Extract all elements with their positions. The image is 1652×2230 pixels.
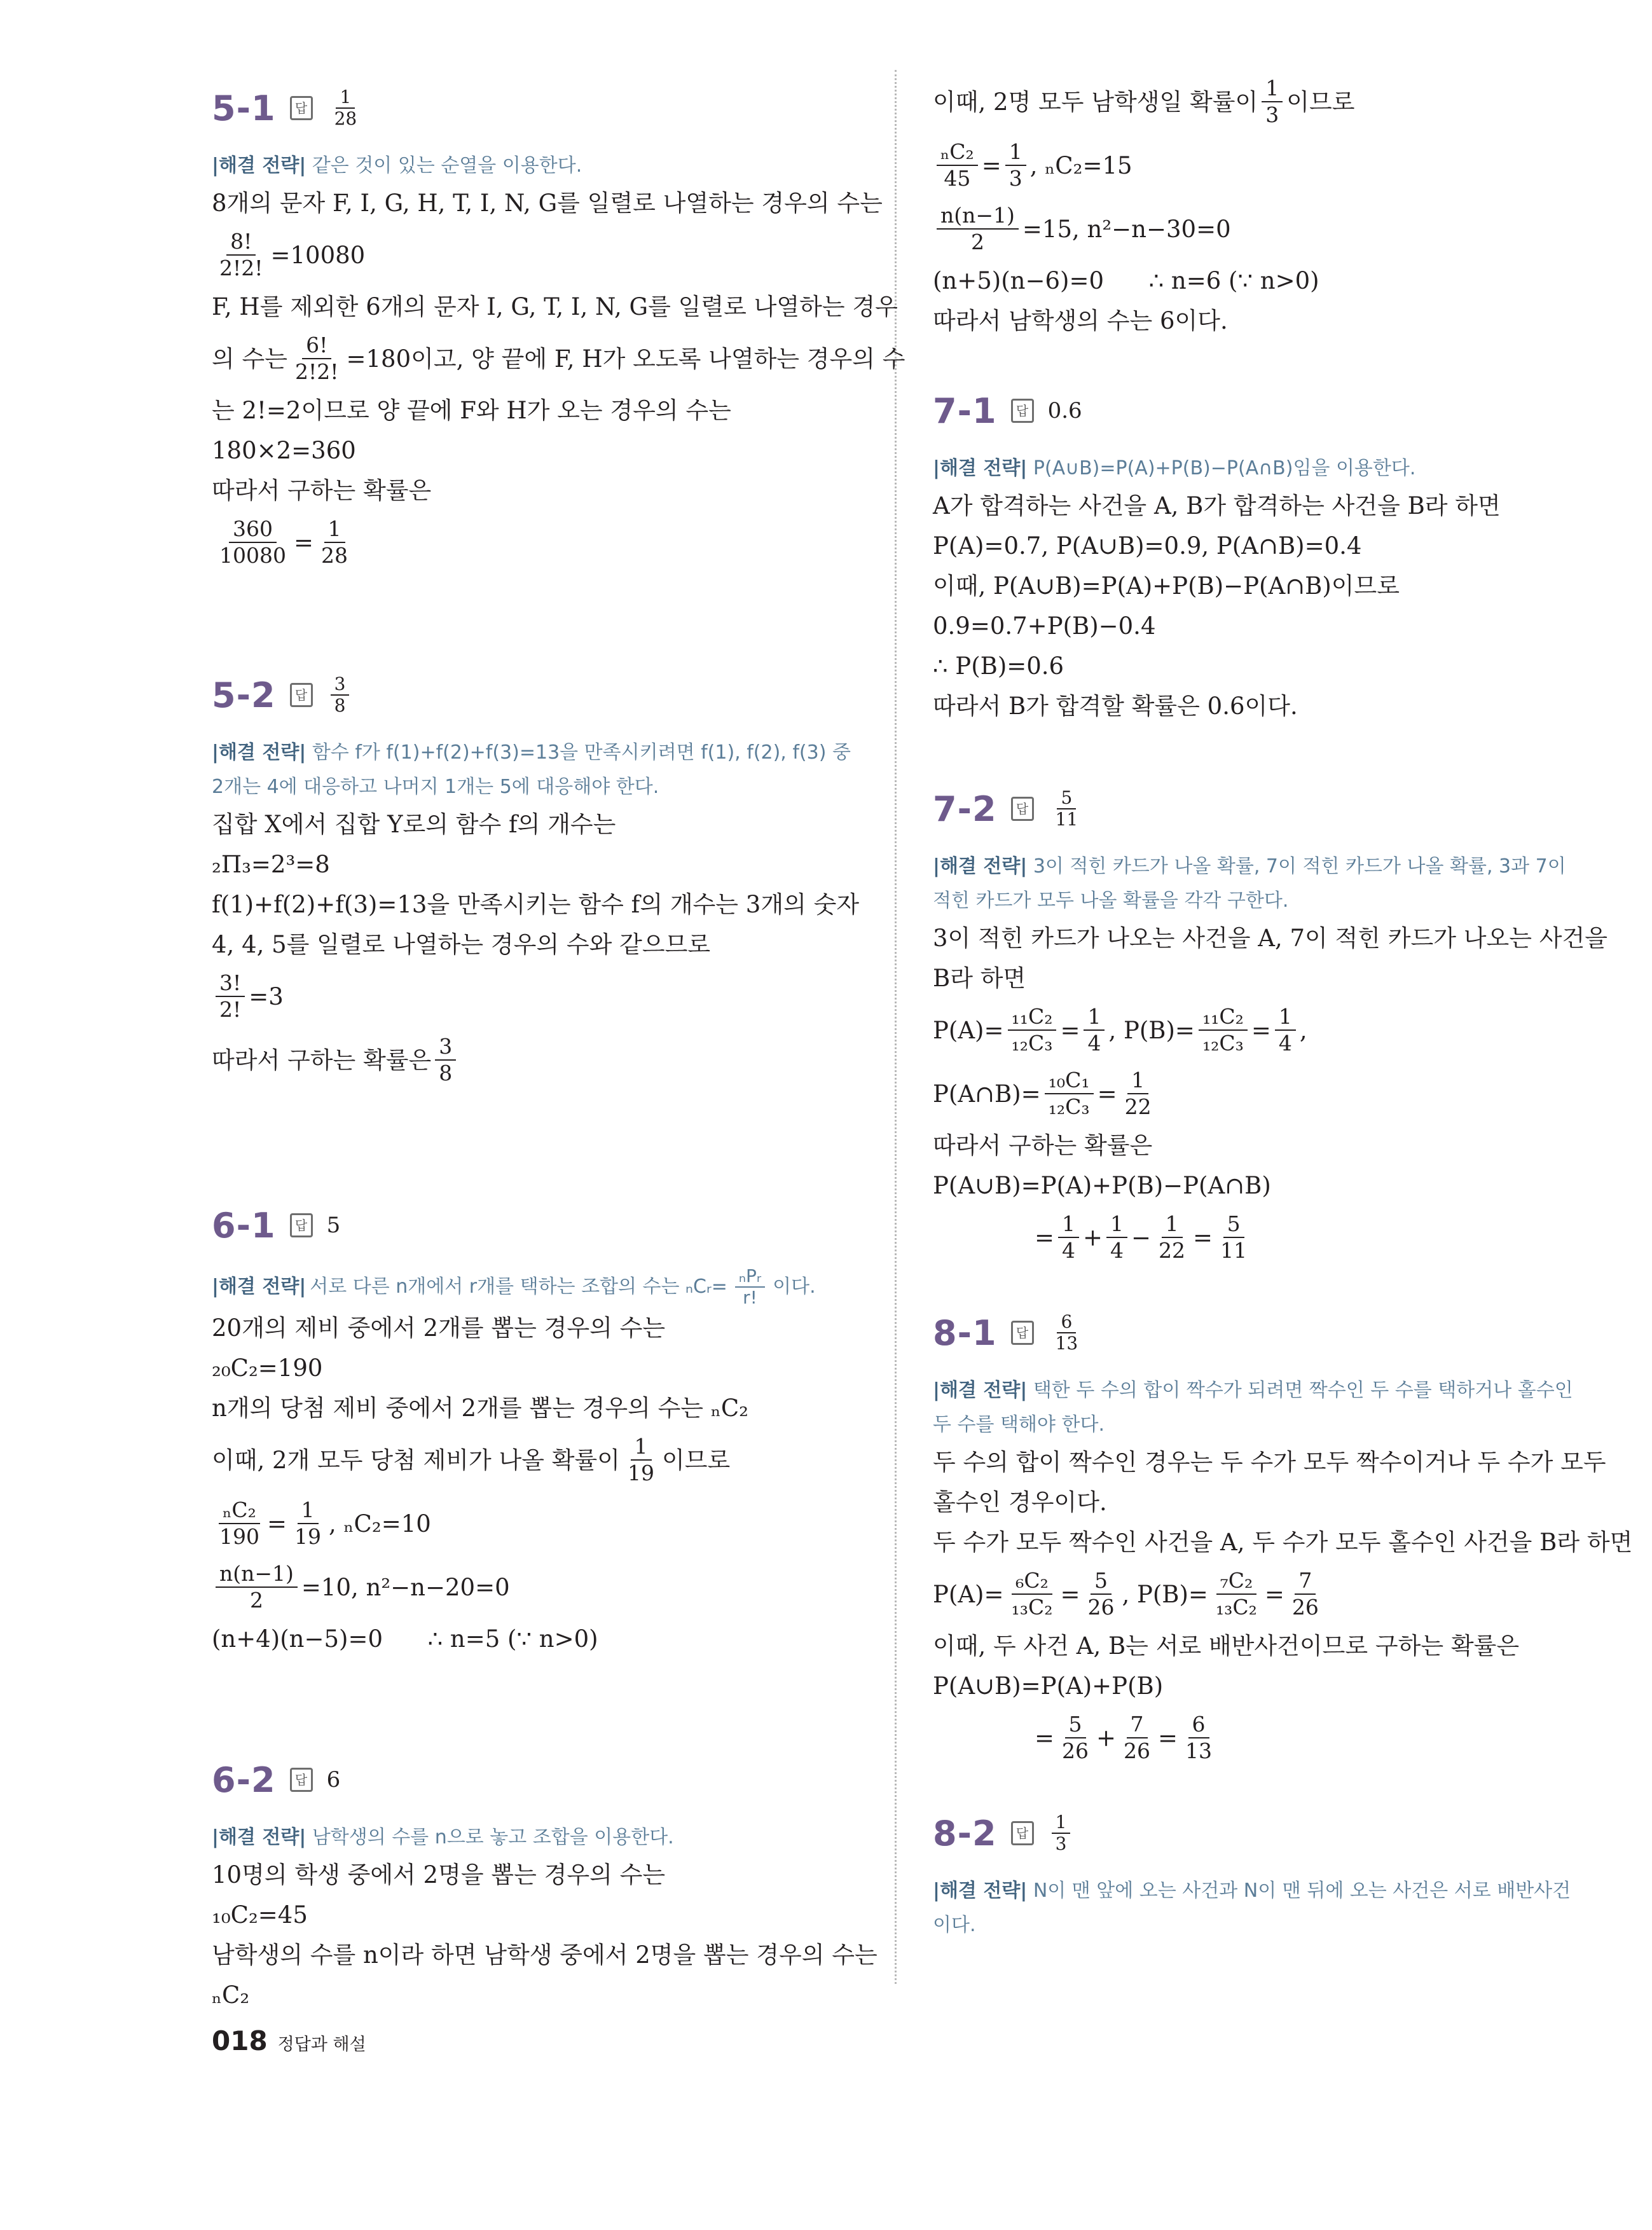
fraction [291,1497,325,1550]
fraction [1121,1068,1155,1120]
numerator: ₁₀C₁ [1045,1068,1094,1094]
denominator: 11 [1220,1238,1248,1263]
problem-header [933,771,1575,847]
denominator: ₁₂C₃ [1011,1031,1053,1056]
formula-text: P(A)= [933,1016,1004,1044]
solution-line: f(1)+f(2)+f(3)=13을 만족시키는 함수 f의 개수는 3개의 숫자 [212,891,860,918]
denominator: 2! [219,997,242,1022]
denominator: ₁₃C₂ [1011,1595,1053,1620]
denominator: 26 [1291,1595,1319,1620]
solution-line: A가 합격하는 사건을 A, B가 합격하는 사건을 B라 하면 [933,492,1501,520]
problem-number: 6-1 [212,1205,276,1246]
answer-mark-icon: 답 [290,1213,313,1237]
solution-line: P(A∪B)=P(A)+P(B) [933,1672,1164,1700]
solution-line: (n+4)(n−5)=0 ∴ n=5 (∵ n>0) [212,1625,598,1653]
formula-text: 이므로 [1286,88,1355,116]
denominator: 28 [321,543,348,568]
answer-value: 0.6 [1047,398,1082,423]
numerator: 3 [331,674,350,696]
numerator: 6 [1188,1712,1209,1738]
denominator: r! [743,1287,757,1308]
answer-value [1048,788,1086,830]
strategy-text: 서로 다른 n개에서 r개를 택하는 조합의 수는 ₙCᵣ= [310,1276,727,1298]
numerator: ₙC₂ [937,139,978,166]
solution-line: ∴ P(B)=0.6 [933,652,1064,680]
solution-line: ₁₀C₂=45 [212,1901,308,1929]
denominator: 2!2! [295,359,339,384]
fraction [1288,1568,1323,1620]
denominator: 2 [249,1588,263,1613]
solution-strategy [212,149,854,183]
solution-formula [933,197,1575,261]
fraction [216,229,267,281]
fraction [291,333,343,385]
problem-8-2 [933,1795,1575,1943]
solution-line: 4, 4, 5를 일렬로 나열하는 경우의 수와 같으므로 [212,931,711,958]
numerator: 6 [1057,1312,1076,1333]
formula-text: P(A∩B)= [933,1080,1041,1108]
problem-header [212,70,854,146]
denominator: 190 [219,1524,259,1549]
fraction [1084,1004,1105,1056]
equals-sign: = [293,528,313,556]
numerator: 1 [1005,139,1026,166]
solution-line: ₂Π₃=2³=8 [212,851,330,878]
answer-value: 6 [326,1767,341,1793]
fraction [1045,1068,1094,1120]
solution-line: 10명의 학생 중에서 2명을 뽑는 경우의 수는 [212,1861,666,1889]
answer-mark-icon: 답 [1011,1321,1034,1345]
numerator: 1 [336,87,355,109]
denominator: 2!2! [219,256,263,280]
formula-text: , [1299,1016,1307,1044]
solution-formula [212,511,854,574]
fraction [1155,1211,1189,1263]
numerator: 1 [631,1434,652,1461]
denominator: ₁₂C₃ [1048,1094,1090,1119]
answer-fraction [1052,1812,1071,1854]
equals-sign: = [1097,1080,1117,1108]
strategy-text: N이 맨 앞에 오는 사건과 N이 맨 뒤에 오는 사건은 서로 배반사건이다. [933,1880,1571,1936]
solution-line: ₙC₂ [212,1981,250,2009]
numerator: 1 [1084,1004,1105,1031]
fraction [937,203,1019,255]
strategy-text: P(A∪B)=P(A)+P(B)−P(A∩B)임을 이용한다. [1033,457,1416,479]
formula-text: 의 수는 [212,345,287,373]
fraction [1262,76,1283,128]
formula-text: 이므로 [662,1446,731,1474]
denominator: ₁₃C₂ [1215,1595,1257,1620]
answer-mark-icon: 답 [1011,399,1034,423]
formula-text: =10, n²−n−20=0 [301,1573,510,1601]
numerator: 7 [1295,1568,1316,1595]
solution-formula [212,1555,854,1619]
fraction [216,970,245,1022]
strategy-text: 3이 적힌 카드가 나올 확률, 7이 적힌 카드가 나올 확률, 3과 7이 적힌 카드가 모두 나올 확률을 각각 구한다. [933,855,1566,912]
numerator: ₆C₂ [1012,1568,1052,1595]
solution-formula [933,134,1575,197]
solution-formula [933,1706,1575,1770]
denominator: 11 [1055,809,1078,830]
fraction [317,516,352,568]
numerator: 8! [226,229,256,256]
denominator: 4 [1087,1031,1101,1056]
solution-line: 두 수가 모두 짝수인 사건을 A, 두 수가 모두 홀수인 사건을 B라 하면 [933,1529,1633,1556]
equals-sign: = [1035,1223,1055,1251]
numerator: n(n−1) [216,1561,298,1588]
minus-sign: − [1131,1223,1152,1251]
fraction [1106,1211,1127,1263]
solution-strategy [212,736,854,804]
strategy-tag: |해결 전략| [212,1826,306,1848]
numerator: 6! [302,333,331,359]
fraction [1181,1712,1216,1764]
answer-value [327,674,354,716]
solution-strategy [212,1820,854,1855]
strategy-text: 함수 f가 f(1)+f(2)+f(3)=13을 만족시키려면 f(1), f(2), f(3) 중 2개는 4에 대응하고 나머지 1개는 5에 대응해야 한다. [212,741,851,798]
fraction [1005,139,1026,191]
solution-strategy [933,850,1575,918]
solution-line: 홀수인 경우이다. [933,1489,1107,1516]
problem-7-1 [933,373,1575,726]
denominator: 4 [1062,1238,1076,1263]
numerator: ₁₁C₂ [1008,1004,1057,1031]
left-column [212,70,905,2015]
answer-value: 5 [326,1213,341,1238]
fraction [1058,1712,1092,1764]
solution-formula [212,1028,854,1092]
denominator: 26 [1124,1738,1151,1763]
formula-text: =15, n²−n−30=0 [1022,215,1231,243]
numerator: 5 [1223,1211,1244,1238]
answer-mark-icon: 답 [1011,797,1034,821]
numerator: 1 [1058,1211,1079,1238]
solution-line: F, H를 제외한 6개의 문자 I, G, T, I, N, G를 일렬로 나열하는 경우 [212,293,898,320]
fraction [216,1561,298,1613]
denominator: 4 [1110,1238,1124,1263]
equals-sign: = [1158,1724,1178,1752]
problem-number: 6-2 [212,1759,276,1800]
solution-line: 8개의 문자 F, I, G, H, T, I, N, G를 일렬로 나열하는 경우의 수는 [212,189,883,217]
solution-line: 180×2=360 [212,437,356,464]
problem-number: 5-1 [212,88,276,128]
equals-sign: = [1035,1724,1055,1752]
problem-6-2 [212,1742,878,2015]
problem-number: 5-2 [212,675,276,715]
strategy-text: 같은 것이 있는 순열을 이용한다. [312,155,582,177]
solution-line: 이때, P(A∪B)=P(A)+P(B)−P(A∩B)이므로 [933,572,1400,600]
problem-header [212,657,854,733]
solution-line: 따라서 B가 합격할 확률은 0.6이다. [933,692,1298,720]
problem-number: 7-2 [933,788,997,829]
formula-text: 이때, 2명 모두 남학생일 확률이 [933,88,1258,116]
numerator: n(n−1) [937,203,1019,230]
numerator: ₇C₂ [1216,1568,1257,1595]
fraction [216,516,290,568]
fraction [735,1266,765,1308]
answer-fraction [1052,1312,1082,1354]
equals-sign: = [1060,1580,1080,1608]
equals-sign: = [1060,1016,1080,1044]
numerator: 1 [324,516,345,543]
solution-line: 남학생의 수를 n이라 하면 남학생 중에서 2명을 뽑는 경우의 수는 [212,1941,878,1969]
solution-line: (n+5)(n−6)=0 ∴ n=6 (∵ n>0) [933,267,1319,294]
plus-sign: + [1083,1223,1103,1251]
numerator: ₁₁C₂ [1199,1004,1248,1031]
solution-strategy [933,1373,1575,1442]
denominator: 28 [334,108,357,129]
problem-7-2 [933,771,1607,1269]
answer-value [1048,1312,1086,1354]
fraction [937,139,978,191]
denominator: 10080 [219,543,286,568]
solution-line: 따라서 구하는 확률은 [933,1132,1153,1159]
footer-label: 정답과 해설 [277,2035,366,2054]
problem-number: 8-2 [933,1813,997,1854]
answer-mark-icon: 답 [290,96,313,120]
answer-mark-icon: 답 [290,1768,313,1792]
formula-text: , P(B)= [1108,1016,1195,1044]
numerator: 7 [1127,1712,1148,1738]
denominator: 19 [628,1461,654,1485]
fraction [1084,1568,1118,1620]
fraction [216,1497,263,1550]
formula-text: =10080 [270,241,366,269]
strategy-tag: |해결 전략| [212,741,306,764]
problem-header [212,1187,854,1263]
numerator: 1 [1127,1068,1148,1094]
numerator: 360 [229,516,277,543]
numerator: 5 [1091,1568,1112,1595]
answer-fraction [331,87,361,129]
problem-5-2 [212,657,860,1092]
page-number: 018 [212,2025,268,2056]
solution-line: 집합 X에서 집합 Y로의 함수 f의 개수는 [212,811,616,838]
solution-line: 0.9=0.7+P(B)−0.4 [933,612,1156,640]
solution-strategy [212,1266,854,1308]
numerator: ₙPᵣ [735,1266,765,1288]
solution-line: ₂₀C₂=190 [212,1354,323,1382]
solution-strategy [933,1874,1575,1943]
problem-6-1 [212,1187,854,1659]
denominator: 13 [1185,1738,1213,1763]
problem-number: 8-1 [933,1312,997,1353]
solution-formula [212,327,905,390]
formula-text: , ₙC₂=10 [329,1510,431,1538]
solution-formula [933,1062,1575,1125]
equals-sign: = [1264,1580,1284,1608]
solution-formula [933,70,1575,134]
equals-sign: = [267,1510,287,1538]
fraction [1199,1004,1248,1056]
denominator: 22 [1159,1238,1186,1263]
numerator: ₙC₂ [219,1497,260,1524]
solution-line: n개의 당첨 제비 중에서 2개를 뽑는 경우의 수는 ₙC₂ [212,1394,748,1422]
fraction [435,1034,456,1086]
equals-sign: = [1251,1016,1271,1044]
answer-value [327,87,365,129]
denominator: 22 [1124,1094,1152,1119]
solution-formula [212,1492,854,1555]
answer-fraction [1052,788,1082,830]
solution-line: 따라서 남학생의 수는 6이다. [933,307,1228,334]
solution-line: 는 2!=2이므로 양 끝에 F와 H가 오는 경우의 수는 [212,397,731,424]
strategy-tag: |해결 전략| [933,1379,1028,1401]
strategy-tag: |해결 전략| [933,855,1028,878]
formula-text: =3 [249,982,284,1010]
equals-sign: = [981,151,1002,179]
formula-text: , P(B)= [1122,1580,1208,1608]
formula-text: =180이고, 양 끝에 F, H가 오도록 나열하는 경우의 수 [346,345,905,373]
problem-number: 7-1 [933,390,997,431]
strategy-tag: |해결 전략| [212,155,306,177]
denominator: 3 [1055,1833,1067,1854]
fraction [1275,1004,1296,1056]
page-footer [212,2025,366,2056]
numerator: 1 [1275,1004,1296,1031]
denominator: 3 [1008,166,1022,191]
denominator: 26 [1087,1595,1115,1620]
answer-value [1048,1812,1075,1854]
plus-sign: + [1096,1724,1117,1752]
solution-formula [212,223,854,287]
solution-line: 따라서 구하는 확률은 [212,477,432,504]
numerator: 5 [1057,788,1076,809]
problem-header [933,373,1575,449]
numerator: 1 [1106,1211,1127,1238]
strategy-tag: |해결 전략| [212,1276,306,1298]
denominator: 13 [1055,1333,1078,1354]
denominator: 45 [944,166,971,191]
fraction [1008,1568,1057,1620]
equals-sign: = [1193,1223,1213,1251]
denominator: 8 [439,1061,453,1085]
fraction [1216,1211,1251,1263]
formula-text: P(A)= [933,1580,1004,1608]
strategy-text: 남학생의 수를 n으로 놓고 조합을 이용한다. [312,1826,674,1848]
answer-fraction [331,674,350,716]
fraction [1212,1568,1261,1620]
denominator: 26 [1062,1738,1089,1763]
denominator: 8 [334,695,346,716]
denominator: 2 [970,230,984,254]
solution-formula [933,1562,1575,1626]
problem-6-2-continued [933,70,1575,341]
fraction [1008,1004,1057,1056]
denominator: ₁₂C₃ [1202,1031,1244,1056]
strategy-text: 이다. [773,1276,816,1298]
denominator: 4 [1278,1031,1292,1056]
solution-formula [212,965,854,1028]
numerator: 1 [1052,1812,1071,1834]
right-column [933,70,1633,1943]
solution-line: B라 하면 [933,965,1026,992]
numerator: 1 [1162,1211,1183,1238]
numerator: 1 [298,1497,319,1524]
answer-mark-icon: 답 [1011,1821,1034,1845]
denominator: 3 [1265,102,1279,127]
fraction [1120,1712,1154,1764]
numerator: 3 [435,1034,456,1061]
solution-line: P(A∪B)=P(A)+P(B)−P(A∩B) [933,1172,1271,1199]
problem-header [212,1742,854,1818]
formula-text: 이때, 2개 모두 당첨 제비가 나올 확률이 [212,1446,620,1474]
problem-header [933,1295,1575,1371]
denominator: 19 [294,1524,322,1549]
problem-header [933,1795,1575,1871]
strategy-tag: |해결 전략| [933,1880,1028,1902]
formula-text: , ₙC₂=15 [1029,151,1132,179]
problem-8-1 [933,1295,1633,1770]
problem-5-1 [212,70,905,574]
fraction [1058,1211,1079,1263]
solution-line: P(A)=0.7, P(A∪B)=0.9, P(A∩B)=0.4 [933,532,1362,560]
solution-line: 3이 적힌 카드가 나오는 사건을 A, 7이 적힌 카드가 나오는 사건을 [933,925,1607,952]
solution-line: 20개의 제비 중에서 2개를 뽑는 경우의 수는 [212,1314,666,1342]
strategy-tag: |해결 전략| [933,457,1028,479]
formula-text: 따라서 구하는 확률은 [212,1046,432,1074]
solution-formula [212,1428,854,1492]
numerator: 3! [216,970,245,997]
solution-formula [933,998,1575,1062]
fraction [624,1434,658,1486]
answer-mark-icon: 답 [290,683,313,707]
solution-line: 두 수의 합이 짝수인 경우는 두 수가 모두 짝수이거나 두 수가 모두 [933,1449,1606,1476]
solution-strategy [933,451,1575,486]
solution-line: 이때, 두 사건 A, B는 서로 배반사건이므로 구하는 확률은 [933,1632,1520,1660]
numerator: 1 [1262,76,1283,102]
solution-formula [933,1206,1575,1269]
numerator: 5 [1065,1712,1086,1738]
strategy-text: 택한 두 수의 합이 짝수가 되려면 짝수인 두 수를 택하거나 홀수인 두 수를 택해야 한다. [933,1379,1573,1436]
